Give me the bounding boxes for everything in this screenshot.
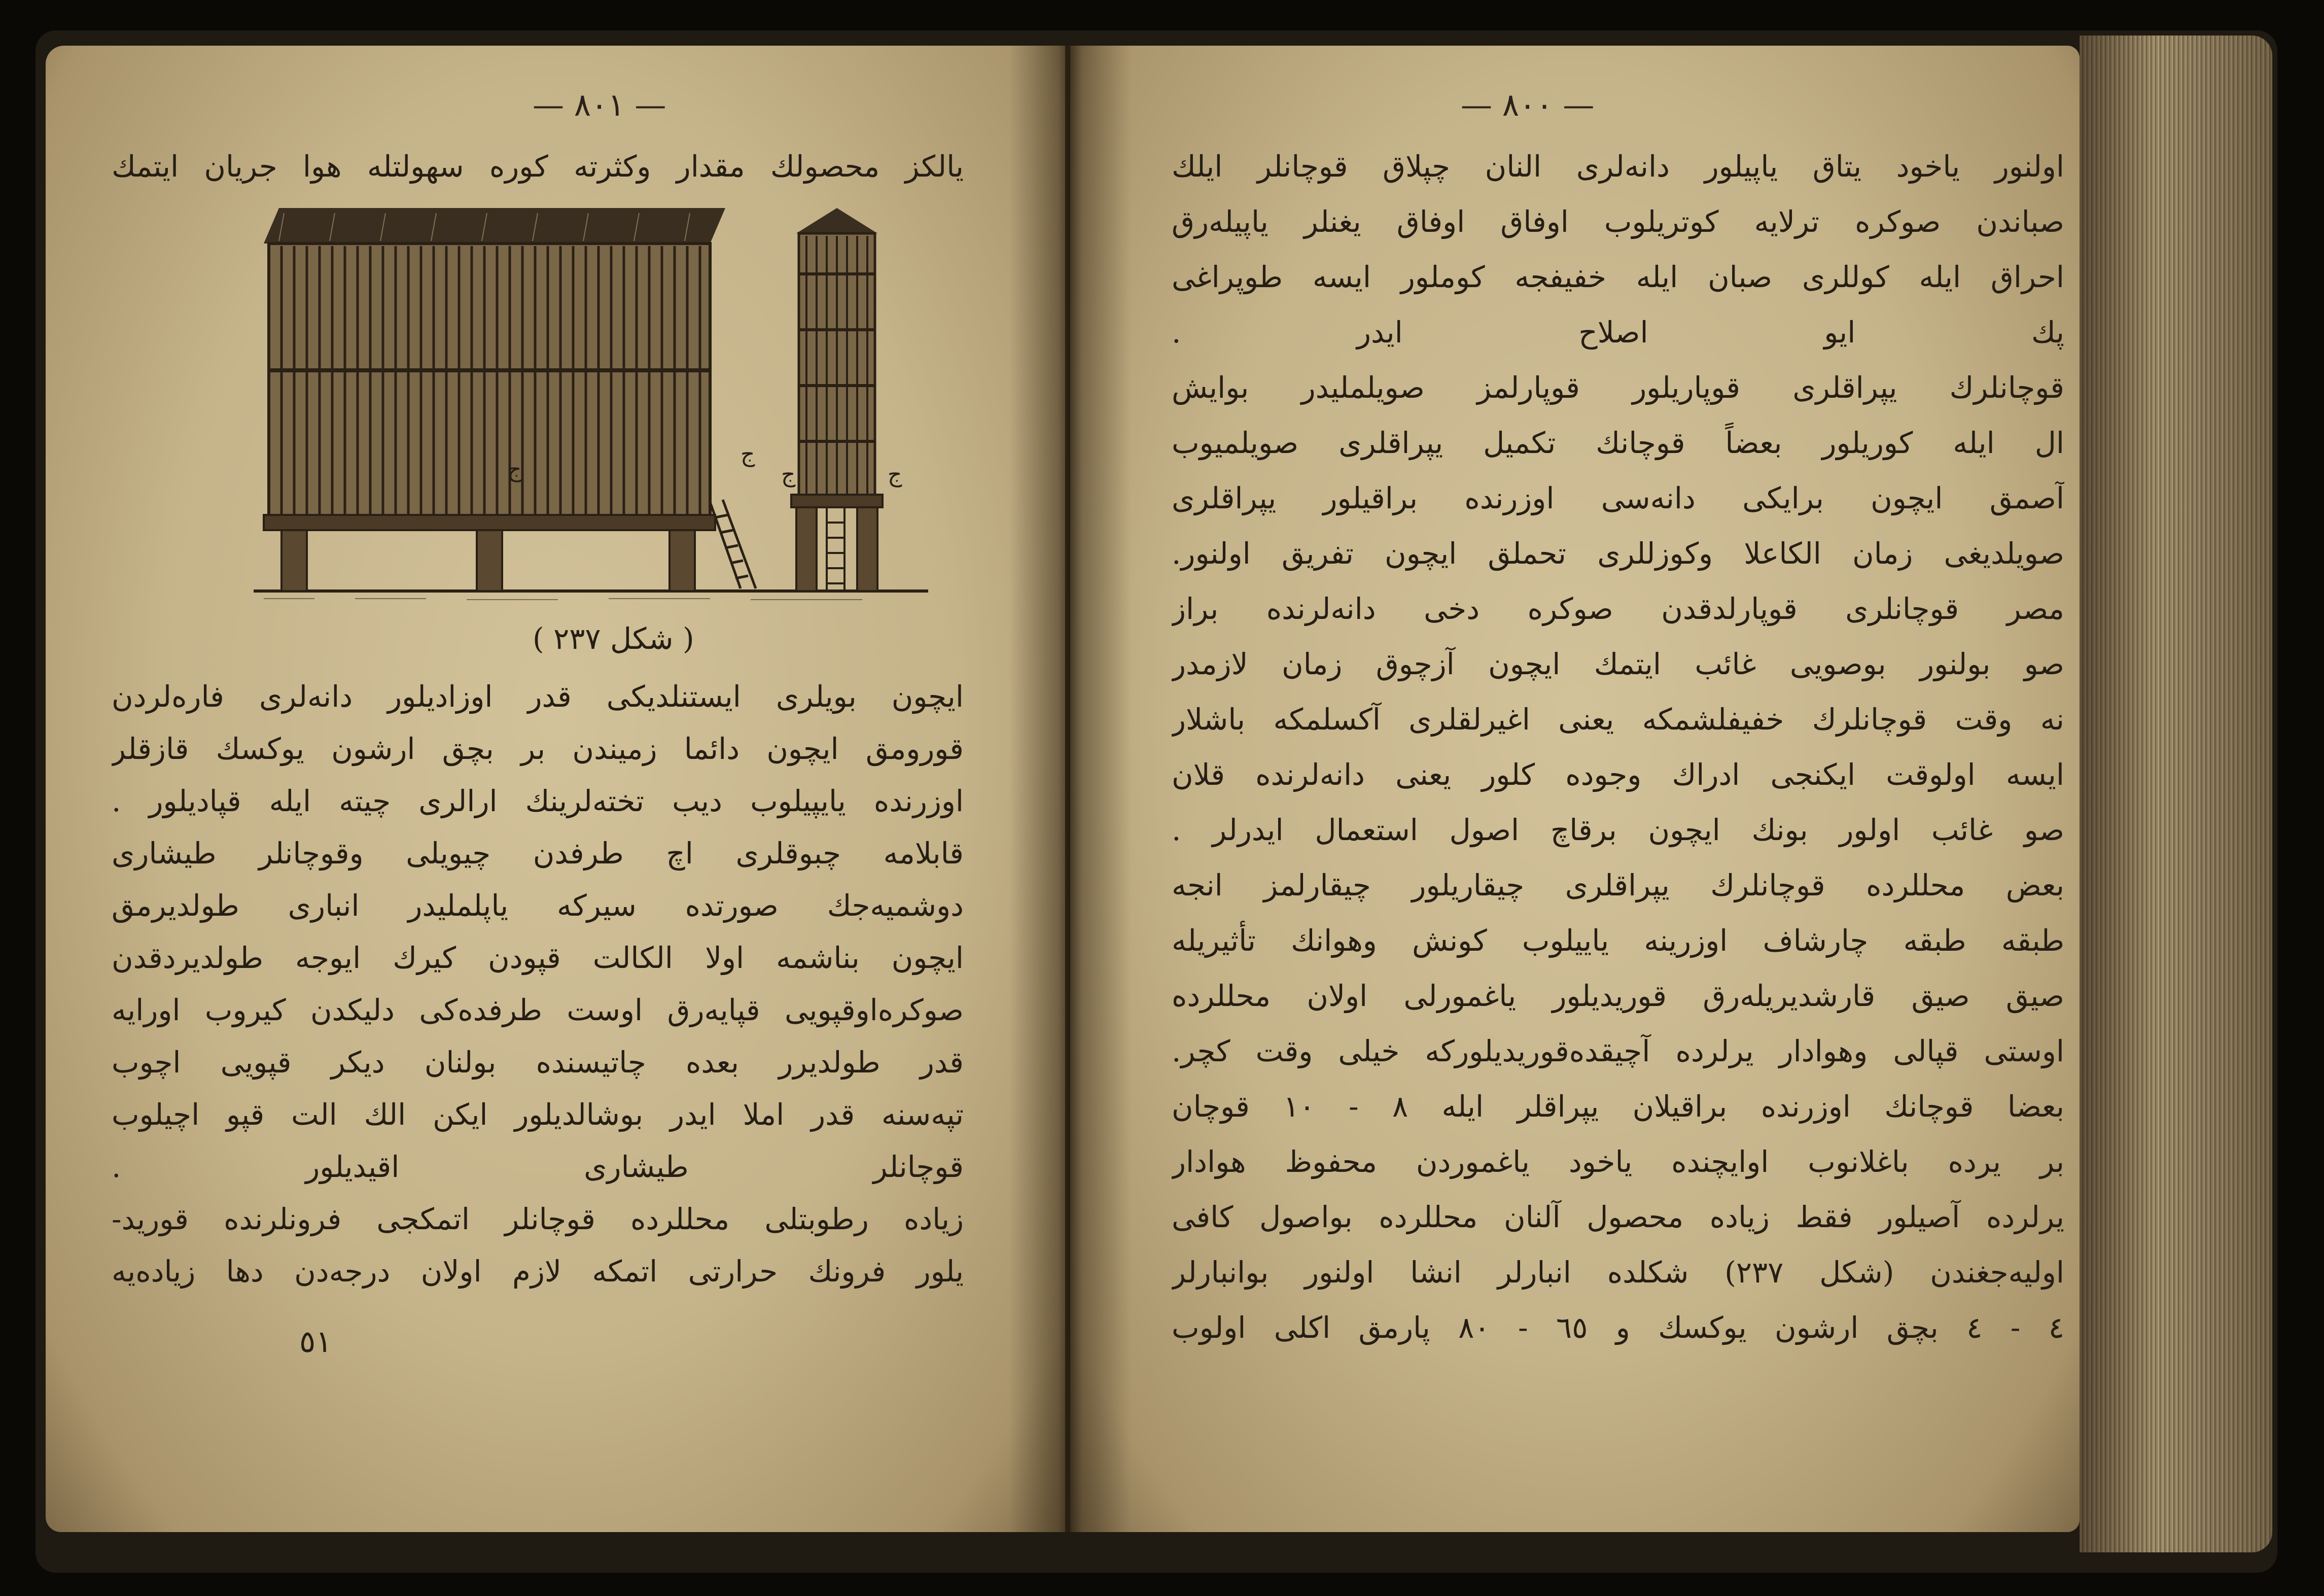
figure-label: ج (507, 457, 522, 482)
tower-ladder (827, 507, 844, 591)
text-line: قورومق ايچون دائما زميندن بر بچق ارشون يوكسك قازقلر (112, 732, 964, 766)
text-line: ايچون بويلرى ايستنلديكى قدر اوزاديلور دانه‌لرى فاره‌لردن (112, 679, 964, 714)
text-line: اوزرنده يايپيلوب ديب تخته‌لرينك ارالرى چيته ايله قپاديلور . (112, 784, 964, 818)
text-line: ال ايله كوريلور بعضاً قوچانك تكميل يپراقلرى صويلميوب (1172, 426, 2064, 460)
text-line: قوچانلر طيشارى اقيديلور . (112, 1150, 964, 1184)
text-line: اوليه‌جغندن (شكل ٢٣٧) شكلده انبارلر انشا اولنور بوانبارلر (1172, 1255, 2064, 1290)
text-line: قوچانلرك يپراقلرى قوپاريلور قوپارلمز صويلمليدر بوايش (1172, 370, 2064, 405)
text-line: يلور فرونك حرارتى اتمكه لازم اولان درجه‌دن دها زياده‌يه (112, 1254, 964, 1289)
text-line: بعض محللرده قوچانلرك يپراقلرى چيقاريلور چيقارلمز انجه (1172, 868, 2064, 903)
text-line: دوشميه‌جك صورتده سيركه ياپلمليدر انبارى طولديرمق (112, 888, 964, 923)
text-line: صويلديغى زمان الكاعلا وكوزللرى تحملق ايچون تفريق اولنور. (1172, 536, 2064, 571)
big-crib-body (269, 244, 710, 517)
tower-leg (796, 507, 817, 591)
text-line: قدر طولديرر بعده چاتيسنده بولنان ديكر قپويى اچوب (112, 1045, 964, 1080)
text-line: پك ايو اصلاح ايدر . (1172, 315, 2064, 350)
text-line: صو بولنور بوصويى غائب ايتمك ايچون آزچوق زمان لازمدر (1172, 647, 2064, 681)
text-line: ٤ - ٤ بچق ارشون يوكسك و ٦٥ - ٨٠ پارمق اكلى اولوب (1172, 1310, 2064, 1345)
page-edges-shading (2080, 36, 2272, 1552)
text-line: آصمق ايچون برايكى دانه‌سى اوزرنده براقيلور يپراقلرى (1172, 481, 2064, 515)
ladder (710, 500, 756, 588)
text-line: قابلامه چبوقلرى اچ طرفدن چيويلى وقوچانلر طيشارى (112, 836, 964, 871)
right-page-number: — ٨٠٠ — (1461, 86, 1595, 123)
book-gutter (1009, 46, 1131, 1532)
signature-mark: ٥١ (299, 1324, 332, 1360)
text-line: اوستى قپالى وهوادار يرلرده آچيقده‌قوريديلوركه خيلى وقت كچر. (1172, 1034, 2064, 1068)
crib-leg (670, 530, 695, 591)
text-line: ايچون بناشمه اولا الكالت قپودن كيرك ايوجه طولديردقدن (112, 941, 964, 975)
text-line: ايسه اولوقت ايكنجى ادراك وجوده كلور يعنى دانه‌لرنده قلان (1172, 757, 2064, 792)
crib-leg (477, 530, 502, 591)
text-line: صوكره‌اوقپويى قپايه‌رق اوست طرفده‌كى دليكدن كيروب اورايه (112, 993, 964, 1027)
text-line: مصر قوچانلرى قوپارلدقدن صوكره دخى دانه‌لرنده براز (1172, 592, 2064, 626)
corn-crib-illustration (254, 198, 933, 614)
left-page-number: — ٨٠١ — (533, 86, 666, 123)
text-line: بعضا قوچانك اوزرنده براقيلان يپراقلر ايله ٨ - ١٠ قوچان (1172, 1089, 2064, 1124)
text-line: احراق ايله كوللرى صبان ايله خفيفجه كوملور ايسه طوپراغى (1172, 260, 2064, 294)
text-line: يالكز محصولك مقدار وكثرته كوره سهولتله هوا جريان ايتمك (112, 149, 964, 184)
figure-label: ج (741, 441, 755, 467)
tower-leg (857, 507, 877, 591)
crib-leg (281, 530, 307, 591)
text-line: صو غائب اولور بونك ايچون برقاچ اصول استعمال ايدرلر . (1172, 813, 2064, 847)
text-line: بر يرده باغلانوب اوايچنده ياخود ياغموردن محفوظ هوادار (1172, 1144, 2064, 1179)
text-line: يرلرده آصيلور فقط زياده محصول آلنان محللرده بواصول كافى (1172, 1200, 2064, 1234)
text-line: تپه‌سنه قدر املا ايدر بوشالديلور ايكن الك الت قپو اچيلوب (112, 1097, 964, 1132)
text-line: صباندن صوكره ترلايه كوتريلوب اوفاق اوفاق يغنلر ياپيله‌رق (1172, 204, 2064, 239)
figure-label: ج (781, 462, 796, 488)
text-line: صيق صيق قارشديريله‌رق قوريديلور ياغمورلى اولان محللرده (1172, 979, 2064, 1013)
text-line: نه وقت قوچانلرك خفيفلشمكه يعنى اغيرلقلرى آكسلمكه باشلار (1172, 702, 2064, 737)
text-line: طبقه طبقه چارشاف اوزرينه ياييلوب كونش وهوانك تأثيريله (1172, 923, 2064, 958)
figure-label: ج (888, 462, 902, 488)
text-line: زياده رطوبتلى محللرده قوچانلر اتمكجى فرونلرنده قوريد- (112, 1202, 964, 1236)
figure-caption: ( شكل ٢٣٧ ) (533, 621, 694, 656)
big-crib-roof (264, 208, 725, 244)
text-line: اولنور ياخود يتاق ياپيلور دانه‌لرى النان چپلاق قوچانلر ايلك (1172, 149, 2064, 184)
tower-roof (796, 208, 877, 233)
